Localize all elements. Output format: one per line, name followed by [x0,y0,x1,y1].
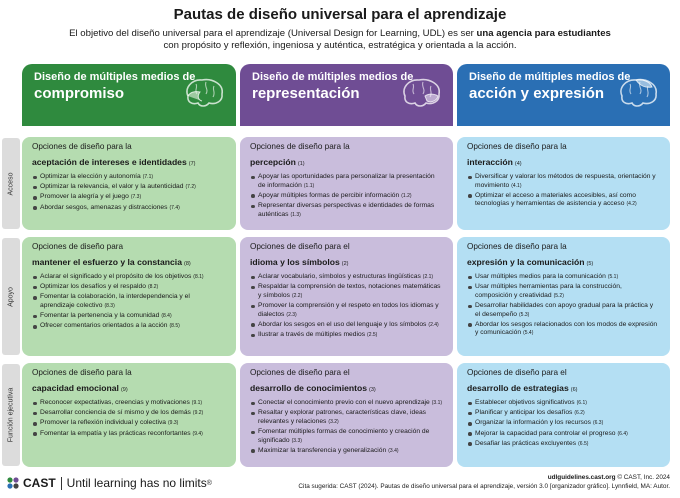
checkpoint-number: (9.4) [192,430,203,437]
checkpoint-text: Usar múltiples medios para la comunicación [475,273,606,280]
checkpoint-text: Aclarar vocabulario, símbolos y estructuras lingüísticas [258,273,421,280]
checkpoint-item [250,331,443,340]
guideline-number: (8) [183,261,191,267]
guideline-title: desarrollo de estrategias [467,383,569,393]
checkpoint-list [467,399,660,448]
checkpoint-item [32,293,226,310]
checkpoint-text: Promover la comprensión y el respeto en todos los idiomas y dialectos [258,301,439,318]
checkpoint-text: Promover la reflexión individual y colectiva [40,419,167,427]
guideline-title: expresión y la comunicación [467,257,585,267]
cell-heading [250,152,443,170]
checkpoint-text: Abordar los sesgos relacionados con los modos de expresión y comunicación [475,320,658,337]
guideline-title: interacción [467,157,513,167]
checkpoint-text: Desarrollar conciencia de sí mismo y de los demás [40,409,191,417]
checkpoint-text: Abordar sesgos, amenazas y distracciones [40,203,168,211]
footer-credits [298,474,670,490]
guideline-cell-3 [240,363,453,467]
footer-url-line [298,474,670,481]
checkpoint-number: (9.1) [191,400,203,406]
checkpoint-item [32,283,226,292]
checkpoint-item [250,283,443,300]
subtitle-text: El objetivo del diseño universal para el aprendizaje (Universal Design for Learning, UDL) es ser [69,28,477,39]
cell-intro: Opciones de diseño para la [250,142,350,151]
checkpoint-item [250,173,443,190]
guideline-cell-8 [22,237,236,356]
cell-heading [32,252,226,270]
checkpoint-item [32,273,226,282]
checkpoint-item [32,204,226,213]
checkpoint-number: (5.3) [519,311,530,318]
checkpoint-number: (6.1) [576,400,587,406]
checkpoint-text: Optimizar la relevancia, el valor y la autenticidad [40,183,184,191]
checkpoint-item [32,183,226,192]
guideline-number: (3) [369,387,376,393]
checkpoint-number: (7.2) [185,184,196,191]
checkpoint-item [250,399,443,408]
cell-intro: Opciones de diseño para [32,242,124,251]
checkpoint-item [250,202,443,219]
checkpoint-text: Ilustrar a través de múltiples medios [258,330,366,338]
checkpoint-text: Conectar el conocimiento previo con el nuevo aprendizaje [258,399,430,406]
guideline-number: (4) [514,161,522,167]
copyright: © CAST, Inc. 2024 [615,474,670,481]
checkpoint-text: Fomentar la colaboración, la interdependencia y el aprendizaje colectivo [40,293,190,309]
website-link[interactable]: udlguidelines.cast.org [547,474,616,481]
checkpoint-number: (3.3) [291,437,302,444]
checkpoint-item [32,322,226,331]
guideline-title: capacidad emocional [32,383,119,393]
logo-divider [61,477,62,490]
checkpoint-text: Establecer objetivos significativos [475,399,575,406]
checkpoint-list [250,173,443,219]
checkpoint-list [32,173,226,212]
checkpoint-item [467,173,660,190]
checkpoint-item [250,273,443,282]
checkpoint-text: Desafiar las prácticas excluyentes [475,439,577,447]
cell-heading [250,378,443,396]
checkpoint-number: (7.4) [169,204,180,211]
cell-intro: Opciones de diseño para el [250,368,350,377]
guideline-number: (5) [586,261,594,267]
row-label-text: Función ejecutiva [7,387,15,443]
row-label-text: Acceso [7,172,15,195]
column-bar-green [22,118,236,126]
checkpoint-text: Abordar los sesgos en el uso del lenguaje y los símbolos [258,320,427,328]
guideline-cell-5 [457,237,670,356]
checkpoint-text: Apoyar múltiples formas de percibir información [258,191,400,199]
guideline-number: (7) [188,161,196,167]
checkpoint-text: Organizar la información y los recursos [475,419,591,427]
checkpoint-item [467,283,660,300]
checkpoint-item [467,399,660,408]
checkpoint-number: (2.2) [291,292,303,299]
cell-heading [32,152,226,170]
cell-heading [32,378,226,396]
checkpoint-number: (8.4) [161,313,172,320]
checkpoint-number: (9.2) [192,410,204,417]
checkpoint-text: Mejorar la capacidad para controlar el progreso [475,429,616,437]
column-bar-purple [240,118,453,126]
tagline: Until learning has no limits [66,476,207,490]
checkpoint-text: Fomentar la pertenencia y la comunidad [40,312,160,320]
checkpoint-item [250,409,443,426]
checkpoint-item [250,302,443,319]
checkpoint-text: Apoyar las oportunidades para personalizar la presentación de información [258,173,435,189]
cell-intro: Opciones de diseño para el [250,242,350,251]
guideline-cell-1 [240,137,453,230]
guideline-title: percepción [250,157,296,167]
guideline-number: (6) [570,387,578,393]
checkpoint-text: Ofrecer comentarios orientados a la acción [40,322,168,330]
checkpoint-number: (3.4) [388,447,399,454]
checkpoint-item [32,193,226,202]
checkpoint-number: (5.1) [607,274,619,280]
column-header-engagement [22,64,236,118]
checkpoint-item [467,321,660,338]
checkpoint-number: (6.4) [617,430,628,437]
brain-icon [182,76,226,110]
checkpoint-number: (8.1) [193,274,204,280]
checkpoint-text: Promover la alegría y el juego [40,193,129,201]
row-label-text: Apoyo [7,286,15,307]
checkpoint-number: (2.3) [286,311,297,318]
checkpoint-number: (6.3) [592,420,604,427]
checkpoint-number: (8.3) [104,302,115,309]
checkpoint-number: (6.2) [574,410,585,417]
cell-heading [250,252,443,270]
column-header-line2: representación [252,85,360,102]
checkpoint-item [32,419,226,428]
guideline-number: (1) [297,161,305,167]
checkpoint-number: (3.1) [431,400,443,406]
checkpoint-number: (1.2) [401,192,412,199]
page-subtitle [20,28,660,52]
cast-logo[interactable] [6,476,212,490]
checkpoint-number: (6.5) [578,440,589,447]
brain-icon [399,76,443,110]
cell-intro: Opciones de diseño para la [32,142,132,151]
checkpoint-item [250,428,443,445]
checkpoint-text: Fomentar la empatía y las prácticas reconfortantes [40,429,191,437]
column-header-line2: acción y expresión [469,85,605,102]
checkpoint-item [467,430,660,439]
guideline-title: mantener el esfuerzo y la constancia [32,257,182,267]
guideline-number: (9) [120,387,128,393]
checkpoint-number: (7.3) [130,194,142,201]
column-header-action-expression [457,64,670,118]
cell-intro: Opciones de diseño para la [467,142,567,151]
checkpoint-item [32,312,226,321]
citation: Cita sugerida: CAST (2024). Pautas de diseño universal para el aprendizaje, versión 3.0 [organizador gráfico]. Lynnfield, MA: Autor. [298,483,670,490]
checkpoint-item [250,447,443,456]
checkpoint-item [32,430,226,439]
checkpoint-number: (1.1) [303,182,315,189]
guideline-cell-7 [22,137,236,230]
checkpoint-text: Resaltar y explorar patrones, características clave, ideas relevantes y relaciones [258,409,427,425]
checkpoint-list [32,273,226,331]
checkpoint-list [250,399,443,455]
checkpoint-item [467,440,660,449]
column-header-line1: Diseño de múltiples medios de [252,71,414,83]
checkpoint-text: Respaldar la comprensión de textos, notaciones matemáticas y símbolos [258,283,441,299]
checkpoint-item [467,302,660,319]
brain-icon [616,76,660,110]
guideline-title: aceptación de intereses e identidades [32,157,187,167]
column-bar-blue [457,118,670,126]
cell-intro: Opciones de diseño para el [467,368,567,377]
cell-intro: Opciones de diseño para la [32,368,132,377]
checkpoint-text: Planificar y anticipar los desafíos [475,409,573,417]
cell-intro: Opciones de diseño para la [467,242,567,251]
guideline-cell-9 [22,363,236,467]
guideline-title: idioma y los símbolos [250,257,340,267]
checkpoint-number: (9.3) [168,420,179,427]
checkpoint-text: Reconocer expectativas, creencias y motivaciones [40,399,190,406]
row-label-executive [2,364,20,466]
cell-heading [467,252,660,270]
checkpoint-number: (4.1) [511,182,522,189]
checkpoint-number: (4.2) [626,201,637,208]
checkpoint-item [250,321,443,330]
checkpoint-number: (8.2) [147,284,159,291]
cast-wordmark: CAST [23,476,56,490]
trademark: ® [206,479,212,487]
column-header-line1: Diseño de múltiples medios de [34,71,196,83]
checkpoint-item [467,273,660,282]
cast-logo-icon [6,476,20,490]
checkpoint-text: Fomentar múltiples formas de conocimiento y creación de significado [258,427,430,444]
checkpoint-number: (5.2) [553,292,564,299]
cell-heading [467,152,660,170]
guideline-title: desarrollo de conocimientos [250,383,367,393]
column-header-line2: compromiso [34,85,125,102]
guideline-cell-2 [240,237,453,356]
checkpoint-number: (1.3) [290,211,301,218]
checkpoint-item [467,419,660,428]
checkpoint-number: (8.5) [169,323,180,330]
row-label-access [2,138,20,229]
checkpoint-number: (2.4) [428,321,439,328]
checkpoint-list [467,173,660,209]
checkpoint-number: (2.5) [367,331,378,338]
checkpoint-text: Optimizar los desafíos y el respaldo [40,283,146,291]
checkpoint-text: Desarrollar habilidades con apoyo gradual para la práctica y el desempeño [475,301,654,318]
checkpoint-list [467,273,660,338]
row-label-support [2,238,20,355]
checkpoint-text: Aclarar el significado y el propósito de los objetivos [40,273,192,280]
subtitle-line2: con propósito y reflexión, ingeniosa y auténtica, estratégica y orientada a la acción. [163,40,517,51]
checkpoint-item [32,173,226,182]
column-header-line1: Diseño de múltiples medios de [469,71,631,83]
checkpoint-text: Maximizar la transferencia y generalización [258,446,387,454]
page-title: Pautas de diseño universal para el aprendizaje [173,6,507,23]
checkpoint-text: Optimizar el acceso a materiales accesibles, así como tecnologías y herramientas de asistencia y acceso [475,191,636,208]
guideline-number: (2) [341,261,349,267]
checkpoint-number: (5.4) [523,330,534,337]
checkpoint-number: (3.2) [328,418,339,425]
checkpoint-text: Usar múltiples herramientas para la construcción, composición y creatividad [475,283,622,299]
checkpoint-number: (2.1) [422,274,434,280]
checkpoint-text: Representar diversas perspectivas e identidades de formas auténticas [258,201,435,218]
checkpoint-item [250,192,443,201]
guideline-cell-4 [457,137,670,230]
checkpoint-text: Diversificar y valorar los métodos de respuesta, orientación y movimiento [475,173,656,189]
column-header-representation [240,64,453,118]
checkpoint-item [467,409,660,418]
checkpoint-list [250,273,443,340]
checkpoint-item [32,399,226,408]
subtitle-bold: una agencia para estudiantes [476,28,611,39]
checkpoint-text: Optimizar la elección y autonomía [40,173,141,180]
checkpoint-item [32,409,226,418]
cell-heading [467,378,660,396]
checkpoint-list [32,399,226,438]
guideline-cell-6 [457,363,670,467]
checkpoint-number: (7.1) [142,174,154,180]
checkpoint-item [467,192,660,209]
